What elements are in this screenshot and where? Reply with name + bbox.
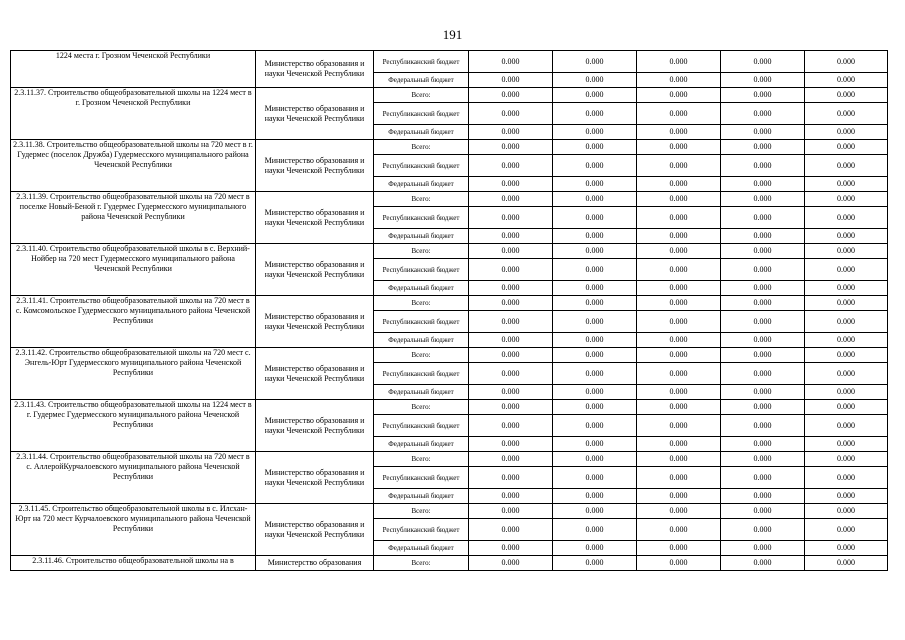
amount-cell: 0.000 xyxy=(721,311,805,333)
funding-source-cell: Республиканский бюджет xyxy=(374,155,469,177)
amount-cell: 0.000 xyxy=(637,385,721,400)
amount-cell: 0.000 xyxy=(637,311,721,333)
funding-source-cell: Всего: xyxy=(374,192,469,207)
amount-cell: 0.000 xyxy=(469,467,553,489)
funding-source-cell: Всего: xyxy=(374,88,469,103)
executor-cell: Министерство образования и науки Чеченской Республики xyxy=(256,140,374,192)
funding-source-cell: Федеральный бюджет xyxy=(374,177,469,192)
funding-source-cell: Республиканский бюджет xyxy=(374,467,469,489)
amount-cell: 0.000 xyxy=(721,73,805,88)
amount-cell: 0.000 xyxy=(553,400,637,415)
funding-source-cell: Федеральный бюджет xyxy=(374,333,469,348)
amount-cell: 0.000 xyxy=(721,541,805,556)
funding-source-cell: Федеральный бюджет xyxy=(374,385,469,400)
amount-cell: 0.000 xyxy=(553,140,637,155)
amount-cell: 0.000 xyxy=(469,296,553,311)
funding-source-cell: Республиканский бюджет xyxy=(374,519,469,541)
amount-cell: 0.000 xyxy=(637,467,721,489)
amount-cell: 0.000 xyxy=(805,541,888,556)
amount-cell: 0.000 xyxy=(553,296,637,311)
amount-cell: 0.000 xyxy=(469,259,553,281)
amount-cell: 0.000 xyxy=(469,51,553,73)
amount-cell: 0.000 xyxy=(553,489,637,504)
amount-cell: 0.000 xyxy=(805,519,888,541)
amount-cell: 0.000 xyxy=(805,140,888,155)
amount-cell: 0.000 xyxy=(721,556,805,571)
funding-source-cell: Всего: xyxy=(374,140,469,155)
funding-source-cell: Республиканский бюджет xyxy=(374,51,469,73)
amount-cell: 0.000 xyxy=(553,177,637,192)
amount-cell: 0.000 xyxy=(637,363,721,385)
table-row xyxy=(11,244,888,259)
funding-source-cell: Республиканский бюджет xyxy=(374,363,469,385)
amount-cell: 0.000 xyxy=(721,259,805,281)
amount-cell: 0.000 xyxy=(469,415,553,437)
amount-cell: 0.000 xyxy=(469,504,553,519)
amount-cell: 0.000 xyxy=(805,385,888,400)
amount-cell: 0.000 xyxy=(721,51,805,73)
amount-cell: 0.000 xyxy=(553,51,637,73)
amount-cell: 0.000 xyxy=(805,452,888,467)
amount-cell: 0.000 xyxy=(805,103,888,125)
amount-cell: 0.000 xyxy=(637,177,721,192)
amount-cell: 0.000 xyxy=(805,244,888,259)
amount-cell: 0.000 xyxy=(805,229,888,244)
amount-cell: 0.000 xyxy=(721,348,805,363)
executor-cell: Министерство образования и науки Чеченской Республики xyxy=(256,192,374,244)
amount-cell: 0.000 xyxy=(469,400,553,415)
amount-cell: 0.000 xyxy=(637,519,721,541)
amount-cell: 0.000 xyxy=(553,504,637,519)
amount-cell: 0.000 xyxy=(721,363,805,385)
table-row xyxy=(11,400,888,415)
amount-cell: 0.000 xyxy=(469,103,553,125)
amount-cell: 0.000 xyxy=(469,88,553,103)
executor-cell: Министерство образования и науки Чеченской Республики xyxy=(256,400,374,452)
amount-cell: 0.000 xyxy=(553,125,637,140)
amount-cell: 0.000 xyxy=(553,452,637,467)
executor-cell: Министерство образования xyxy=(256,556,374,571)
funding-source-cell: Всего: xyxy=(374,296,469,311)
executor-cell: Министерство образования и науки Чеченской Республики xyxy=(256,51,374,88)
amount-cell: 0.000 xyxy=(805,489,888,504)
amount-cell: 0.000 xyxy=(553,363,637,385)
amount-cell: 0.000 xyxy=(721,296,805,311)
amount-cell: 0.000 xyxy=(637,296,721,311)
amount-cell: 0.000 xyxy=(637,348,721,363)
amount-cell: 0.000 xyxy=(721,88,805,103)
project-name-cell: 2.3.11.38. Строительство общеобразовательной школы на 720 мест в г. Гудермес (поселок Дружба) Гудермесского муниципального района Чеченской Республики xyxy=(11,140,256,192)
amount-cell: 0.000 xyxy=(553,103,637,125)
amount-cell: 0.000 xyxy=(553,519,637,541)
project-name-cell: 2.3.11.39. Строительство общеобразовательной школы на 720 мест в поселке Новый-Беной г. Гудермес Гудермесского муниципального района Чеченской Республики xyxy=(11,192,256,244)
funding-source-cell: Федеральный бюджет xyxy=(374,281,469,296)
amount-cell: 0.000 xyxy=(469,155,553,177)
page-number: 191 xyxy=(442,27,463,42)
amount-cell: 0.000 xyxy=(721,177,805,192)
funding-source-cell: Федеральный бюджет xyxy=(374,73,469,88)
amount-cell: 0.000 xyxy=(469,541,553,556)
executor-cell: Министерство образования и науки Чеченской Республики xyxy=(256,296,374,348)
amount-cell: 0.000 xyxy=(805,363,888,385)
funding-source-cell: Федеральный бюджет xyxy=(374,229,469,244)
amount-cell: 0.000 xyxy=(553,88,637,103)
amount-cell: 0.000 xyxy=(637,229,721,244)
funding-source-cell: Республиканский бюджет xyxy=(374,415,469,437)
amount-cell: 0.000 xyxy=(637,437,721,452)
amount-cell: 0.000 xyxy=(469,385,553,400)
amount-cell: 0.000 xyxy=(805,155,888,177)
amount-cell: 0.000 xyxy=(553,73,637,88)
amount-cell: 0.000 xyxy=(637,452,721,467)
amount-cell: 0.000 xyxy=(721,281,805,296)
amount-cell: 0.000 xyxy=(469,437,553,452)
amount-cell: 0.000 xyxy=(637,73,721,88)
amount-cell: 0.000 xyxy=(553,415,637,437)
funding-source-cell: Всего: xyxy=(374,504,469,519)
amount-cell: 0.000 xyxy=(469,281,553,296)
amount-cell: 0.000 xyxy=(637,192,721,207)
amount-cell: 0.000 xyxy=(637,400,721,415)
funding-source-cell: Федеральный бюджет xyxy=(374,437,469,452)
amount-cell: 0.000 xyxy=(721,489,805,504)
amount-cell: 0.000 xyxy=(469,311,553,333)
amount-cell: 0.000 xyxy=(637,88,721,103)
amount-cell: 0.000 xyxy=(721,452,805,467)
table-row xyxy=(11,504,888,519)
amount-cell: 0.000 xyxy=(553,467,637,489)
amount-cell: 0.000 xyxy=(721,140,805,155)
amount-cell: 0.000 xyxy=(637,244,721,259)
funding-source-cell: Республиканский бюджет xyxy=(374,259,469,281)
amount-cell: 0.000 xyxy=(553,244,637,259)
table-row xyxy=(11,88,888,103)
amount-cell: 0.000 xyxy=(553,556,637,571)
amount-cell: 0.000 xyxy=(553,229,637,244)
amount-cell: 0.000 xyxy=(721,437,805,452)
project-name-cell: 2.3.11.42. Строительство общеобразовательной школы на 720 мест с. Энгель-Юрт Гудермесского муниципального района Чеченской Республики xyxy=(11,348,256,400)
amount-cell: 0.000 xyxy=(805,556,888,571)
funding-source-cell: Федеральный бюджет xyxy=(374,541,469,556)
amount-cell: 0.000 xyxy=(721,207,805,229)
project-name-cell: 2.3.11.46. Строительство общеобразовательной школы на в xyxy=(11,556,256,571)
table-row xyxy=(11,140,888,155)
amount-cell: 0.000 xyxy=(637,504,721,519)
amount-cell: 0.000 xyxy=(553,259,637,281)
amount-cell: 0.000 xyxy=(805,51,888,73)
funding-source-cell: Республиканский бюджет xyxy=(374,311,469,333)
amount-cell: 0.000 xyxy=(805,192,888,207)
funding-source-cell: Федеральный бюджет xyxy=(374,489,469,504)
amount-cell: 0.000 xyxy=(469,177,553,192)
amount-cell: 0.000 xyxy=(637,103,721,125)
amount-cell: 0.000 xyxy=(553,192,637,207)
amount-cell: 0.000 xyxy=(553,348,637,363)
amount-cell: 0.000 xyxy=(469,207,553,229)
amount-cell: 0.000 xyxy=(637,207,721,229)
amount-cell: 0.000 xyxy=(469,125,553,140)
amount-cell: 0.000 xyxy=(637,415,721,437)
funding-source-cell: Федеральный бюджет xyxy=(374,125,469,140)
amount-cell: 0.000 xyxy=(637,541,721,556)
amount-cell: 0.000 xyxy=(721,504,805,519)
executor-cell: Министерство образования и науки Чеченской Республики xyxy=(256,244,374,296)
table-row xyxy=(11,556,888,571)
amount-cell: 0.000 xyxy=(469,489,553,504)
amount-cell: 0.000 xyxy=(469,363,553,385)
amount-cell: 0.000 xyxy=(637,333,721,348)
amount-cell: 0.000 xyxy=(805,415,888,437)
amount-cell: 0.000 xyxy=(721,333,805,348)
amount-cell: 0.000 xyxy=(469,348,553,363)
amount-cell: 0.000 xyxy=(637,125,721,140)
amount-cell: 0.000 xyxy=(553,281,637,296)
amount-cell: 0.000 xyxy=(721,192,805,207)
amount-cell: 0.000 xyxy=(805,88,888,103)
project-name-cell: 2.3.11.44. Строительство общеобразовательной школы на 720 мест в с. АллеройКурчалоевского муниципального района Чеченской Республики xyxy=(11,452,256,504)
project-name-cell: 2.3.11.40. Строительство общеобразовательной школы в с. Верхний-Нойбер на 720 мест Гудермесского муниципального района Чеченской Республики xyxy=(11,244,256,296)
amount-cell: 0.000 xyxy=(805,400,888,415)
amount-cell: 0.000 xyxy=(721,467,805,489)
amount-cell: 0.000 xyxy=(805,504,888,519)
funding-source-cell: Всего: xyxy=(374,348,469,363)
amount-cell: 0.000 xyxy=(469,519,553,541)
amount-cell: 0.000 xyxy=(721,400,805,415)
amount-cell: 0.000 xyxy=(553,333,637,348)
amount-cell: 0.000 xyxy=(553,155,637,177)
amount-cell: 0.000 xyxy=(637,556,721,571)
amount-cell: 0.000 xyxy=(469,244,553,259)
amount-cell: 0.000 xyxy=(469,556,553,571)
amount-cell: 0.000 xyxy=(637,155,721,177)
amount-cell: 0.000 xyxy=(805,207,888,229)
table-row xyxy=(11,192,888,207)
amount-cell: 0.000 xyxy=(805,281,888,296)
executor-cell: Министерство образования и науки Чеченской Республики xyxy=(256,504,374,556)
amount-cell: 0.000 xyxy=(553,311,637,333)
amount-cell: 0.000 xyxy=(721,415,805,437)
project-name-cell: 2.3.11.41. Строительство общеобразовательной школы на 720 мест в с. Комсомольское Гудермесского муниципального района Чеченской Республики xyxy=(11,296,256,348)
amount-cell: 0.000 xyxy=(721,385,805,400)
executor-cell: Министерство образования и науки Чеченской Республики xyxy=(256,88,374,140)
amount-cell: 0.000 xyxy=(469,452,553,467)
table-row xyxy=(11,296,888,311)
table-row xyxy=(11,348,888,363)
amount-cell: 0.000 xyxy=(805,259,888,281)
amount-cell: 0.000 xyxy=(469,73,553,88)
amount-cell: 0.000 xyxy=(553,207,637,229)
table-row xyxy=(11,452,888,467)
amount-cell: 0.000 xyxy=(721,103,805,125)
executor-cell: Министерство образования и науки Чеченской Республики xyxy=(256,452,374,504)
amount-cell: 0.000 xyxy=(721,244,805,259)
amount-cell: 0.000 xyxy=(805,348,888,363)
funding-source-cell: Республиканский бюджет xyxy=(374,103,469,125)
amount-cell: 0.000 xyxy=(637,281,721,296)
funding-source-cell: Всего: xyxy=(374,452,469,467)
amount-cell: 0.000 xyxy=(805,437,888,452)
amount-cell: 0.000 xyxy=(721,519,805,541)
amount-cell: 0.000 xyxy=(469,192,553,207)
amount-cell: 0.000 xyxy=(553,541,637,556)
amount-cell: 0.000 xyxy=(805,125,888,140)
amount-cell: 0.000 xyxy=(805,296,888,311)
amount-cell: 0.000 xyxy=(721,155,805,177)
amount-cell: 0.000 xyxy=(805,311,888,333)
funding-source-cell: Всего: xyxy=(374,244,469,259)
amount-cell: 0.000 xyxy=(469,333,553,348)
amount-cell: 0.000 xyxy=(553,437,637,452)
project-name-cell: 2.3.11.37. Строительство общеобразовательной школы на 1224 мест в г. Грозном Чеченской Республики xyxy=(11,88,256,140)
amount-cell: 0.000 xyxy=(721,229,805,244)
amount-cell: 0.000 xyxy=(805,177,888,192)
amount-cell: 0.000 xyxy=(805,333,888,348)
budget-table-viewport xyxy=(10,51,887,596)
amount-cell: 0.000 xyxy=(637,51,721,73)
amount-cell: 0.000 xyxy=(637,140,721,155)
budget-table xyxy=(10,50,888,571)
amount-cell: 0.000 xyxy=(805,467,888,489)
funding-source-cell: Республиканский бюджет xyxy=(374,207,469,229)
funding-source-cell: Всего: xyxy=(374,400,469,415)
amount-cell: 0.000 xyxy=(469,229,553,244)
amount-cell: 0.000 xyxy=(637,489,721,504)
funding-source-cell: Всего: xyxy=(374,556,469,571)
table-row xyxy=(11,51,888,73)
amount-cell: 0.000 xyxy=(805,73,888,88)
amount-cell: 0.000 xyxy=(637,259,721,281)
project-name-cell: 2.3.11.43. Строительство общеобразовательной школы на 1224 мест в г. Гудермес Гудермесского муниципального района Чеченской Республики xyxy=(11,400,256,452)
amount-cell: 0.000 xyxy=(553,385,637,400)
amount-cell: 0.000 xyxy=(469,140,553,155)
executor-cell: Министерство образования и науки Чеченской Республики xyxy=(256,348,374,400)
project-name-cell: 1224 места г. Грозном Чеченской Республики xyxy=(11,51,256,88)
project-name-cell: 2.3.11.45. Строительство общеобразовательной школы в с. Илсхан-Юрт на 720 мест Курчалоевского муниципального района Чеченской Республики xyxy=(11,504,256,556)
amount-cell: 0.000 xyxy=(721,125,805,140)
